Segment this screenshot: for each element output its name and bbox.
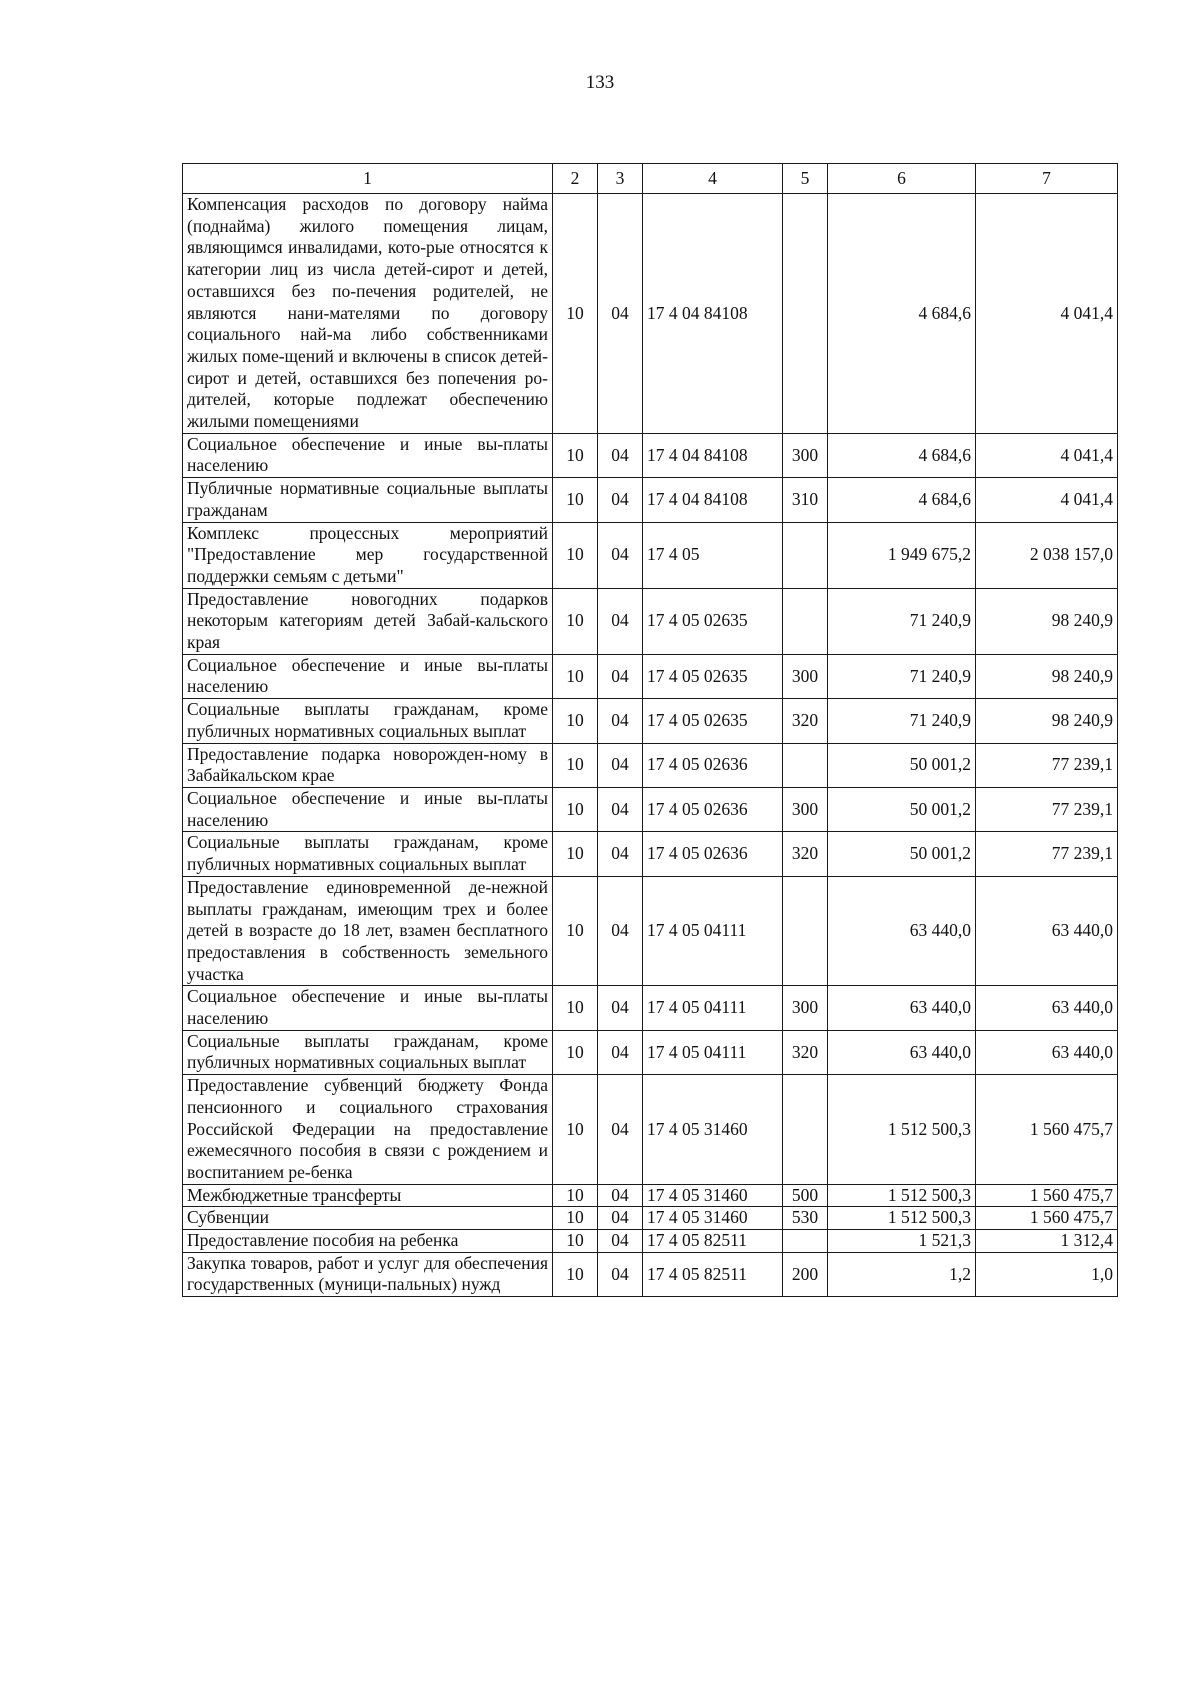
target-article-cell: 17 4 04 84108 (643, 478, 783, 522)
amount-year1-cell: 50 001,2 (828, 743, 976, 787)
amount-year1-cell: 4 684,6 (828, 433, 976, 477)
section-code-cell: 10 (553, 194, 598, 434)
header-cell-1: 1 (183, 164, 553, 194)
subsection-code-cell: 04 (598, 522, 643, 588)
section-code-cell: 10 (553, 433, 598, 477)
header-cell-5: 5 (783, 164, 828, 194)
subsection-code-cell: 04 (598, 1230, 643, 1253)
amount-year2-cell: 77 239,1 (976, 787, 1118, 831)
expense-type-cell: 300 (783, 433, 828, 477)
table-row (183, 194, 1118, 434)
target-article-cell: 17 4 05 04111 (643, 986, 783, 1030)
section-code-cell: 10 (553, 1184, 598, 1207)
amount-year2-cell: 1 560 475,7 (976, 1207, 1118, 1230)
expense-type-cell: 530 (783, 1207, 828, 1230)
amount-year1-cell: 63 440,0 (828, 876, 976, 986)
expense-type-cell (783, 588, 828, 654)
item-name-cell: Предоставление пособия на ребенка (183, 1230, 553, 1253)
item-name-cell: Закупка товаров, работ и услуг для обеспечения государственных (муници-пальных) нужд (183, 1252, 553, 1296)
header-cell-7: 7 (976, 164, 1118, 194)
target-article-cell: 17 4 05 02636 (643, 832, 783, 876)
section-code-cell: 10 (553, 986, 598, 1030)
amount-year2-cell: 63 440,0 (976, 986, 1118, 1030)
table-row (183, 876, 1118, 986)
target-article-cell: 17 4 05 02636 (643, 743, 783, 787)
table-row (183, 588, 1118, 654)
item-name-cell: Предоставление новогодних подарков некоторым категориям детей Забай-кальского края (183, 588, 553, 654)
expense-type-cell: 310 (783, 478, 828, 522)
expense-type-cell (783, 1230, 828, 1253)
amount-year2-cell: 98 240,9 (976, 588, 1118, 654)
subsection-code-cell: 04 (598, 832, 643, 876)
amount-year2-cell: 4 041,4 (976, 194, 1118, 434)
expense-type-cell: 500 (783, 1184, 828, 1207)
subsection-code-cell: 04 (598, 478, 643, 522)
item-name-cell: Предоставление подарка новорожден-ному в Забайкальском крае (183, 743, 553, 787)
table-row (183, 1230, 1118, 1253)
expense-type-cell (783, 743, 828, 787)
subsection-code-cell: 04 (598, 654, 643, 698)
item-name-cell: Предоставление единовременной де-нежной выплаты гражданам, имеющим трех и более детей в возрасте до 18 лет, взамен бесплатного предоставления в собственность земельного участка (183, 876, 553, 986)
section-code-cell: 10 (553, 654, 598, 698)
item-name-cell: Социальные выплаты гражданам, кроме публичных нормативных социальных выплат (183, 832, 553, 876)
amount-year1-cell: 1 512 500,3 (828, 1207, 976, 1230)
amount-year1-cell: 50 001,2 (828, 787, 976, 831)
section-code-cell: 10 (553, 876, 598, 986)
section-code-cell: 10 (553, 699, 598, 743)
amount-year2-cell: 1 560 475,7 (976, 1075, 1118, 1185)
target-article-cell: 17 4 05 31460 (643, 1207, 783, 1230)
section-code-cell: 10 (553, 478, 598, 522)
amount-year1-cell: 1,2 (828, 1252, 976, 1296)
table-row (183, 1030, 1118, 1074)
amount-year1-cell: 4 684,6 (828, 478, 976, 522)
target-article-cell: 17 4 04 84108 (643, 194, 783, 434)
target-article-cell: 17 4 05 02636 (643, 787, 783, 831)
amount-year2-cell: 1,0 (976, 1252, 1118, 1296)
amount-year2-cell: 98 240,9 (976, 699, 1118, 743)
expense-type-cell (783, 1075, 828, 1185)
table-row (183, 743, 1118, 787)
subsection-code-cell: 04 (598, 787, 643, 831)
amount-year2-cell: 1 312,4 (976, 1230, 1118, 1253)
expense-type-cell: 300 (783, 654, 828, 698)
item-name-cell: Социальное обеспечение и иные вы-платы населению (183, 433, 553, 477)
table-row (183, 787, 1118, 831)
amount-year2-cell: 77 239,1 (976, 743, 1118, 787)
subsection-code-cell: 04 (598, 876, 643, 986)
subsection-code-cell: 04 (598, 588, 643, 654)
header-cell-4: 4 (643, 164, 783, 194)
section-code-cell: 10 (553, 832, 598, 876)
subsection-code-cell: 04 (598, 1030, 643, 1074)
item-name-cell: Социальные выплаты гражданам, кроме публичных нормативных социальных выплат (183, 699, 553, 743)
amount-year2-cell: 63 440,0 (976, 876, 1118, 986)
section-code-cell: 10 (553, 1075, 598, 1185)
amount-year2-cell: 4 041,4 (976, 433, 1118, 477)
item-name-cell: Комплекс процессных мероприятий "Предоставление мер государственной поддержки семьям с детьми" (183, 522, 553, 588)
table-row (183, 478, 1118, 522)
table-row (183, 522, 1118, 588)
subsection-code-cell: 04 (598, 433, 643, 477)
table-row (183, 1184, 1118, 1207)
section-code-cell: 10 (553, 1230, 598, 1253)
target-article-cell: 17 4 05 31460 (643, 1184, 783, 1207)
amount-year2-cell: 98 240,9 (976, 654, 1118, 698)
section-code-cell: 10 (553, 1207, 598, 1230)
item-name-cell: Социальное обеспечение и иные вы-платы населению (183, 787, 553, 831)
item-name-cell: Предоставление субвенций бюджету Фонда пенсионного и социального страхования Российской Федерации на предоставление ежемесячного пособия в связи с рождением и воспитанием ре-бенка (183, 1075, 553, 1185)
amount-year2-cell: 4 041,4 (976, 478, 1118, 522)
amount-year1-cell: 1 512 500,3 (828, 1075, 976, 1185)
expense-type-cell (783, 522, 828, 588)
expense-type-cell (783, 194, 828, 434)
subsection-code-cell: 04 (598, 194, 643, 434)
section-code-cell: 10 (553, 1030, 598, 1074)
target-article-cell: 17 4 05 04111 (643, 1030, 783, 1074)
table-row (183, 1207, 1118, 1230)
target-article-cell: 17 4 05 82511 (643, 1230, 783, 1253)
table-row (183, 654, 1118, 698)
table-row (183, 1075, 1118, 1185)
header-cell-3: 3 (598, 164, 643, 194)
amount-year1-cell: 71 240,9 (828, 699, 976, 743)
subsection-code-cell: 04 (598, 986, 643, 1030)
item-name-cell: Компенсация расходов по договору найма (поднайма) жилого помещения лицам, являющимся инвалидами, кото-рые относятся к категории лиц из числа детей-сирот и детей, оставшихся без по-печения родителей, не являются нани-мателями по договору социального най-ма либо собственниками жилых поме-щений и включены в список детей-сирот и детей, оставшихся без попечения ро-дителей, которые подлежат обеспечению жилыми помещениями (183, 194, 553, 434)
section-code-cell: 10 (553, 522, 598, 588)
amount-year2-cell: 2 038 157,0 (976, 522, 1118, 588)
amount-year1-cell: 50 001,2 (828, 832, 976, 876)
amount-year2-cell: 77 239,1 (976, 832, 1118, 876)
table-row (183, 986, 1118, 1030)
expense-type-cell: 320 (783, 1030, 828, 1074)
item-name-cell: Межбюджетные трансферты (183, 1184, 553, 1207)
expense-type-cell: 200 (783, 1252, 828, 1296)
table-row (183, 433, 1118, 477)
header-cell-6: 6 (828, 164, 976, 194)
amount-year2-cell: 63 440,0 (976, 1030, 1118, 1074)
expense-type-cell (783, 876, 828, 986)
page-number: 133 (585, 72, 615, 93)
amount-year1-cell: 4 684,6 (828, 194, 976, 434)
table-row (183, 699, 1118, 743)
budget-table (182, 163, 1118, 1297)
expense-type-cell: 320 (783, 699, 828, 743)
section-code-cell: 10 (553, 743, 598, 787)
subsection-code-cell: 04 (598, 1075, 643, 1185)
target-article-cell: 17 4 05 (643, 522, 783, 588)
item-name-cell: Публичные нормативные социальные выплаты гражданам (183, 478, 553, 522)
subsection-code-cell: 04 (598, 699, 643, 743)
subsection-code-cell: 04 (598, 743, 643, 787)
target-article-cell: 17 4 05 02635 (643, 588, 783, 654)
header-cell-2: 2 (553, 164, 598, 194)
amount-year1-cell: 1 512 500,3 (828, 1184, 976, 1207)
target-article-cell: 17 4 05 02635 (643, 699, 783, 743)
expense-type-cell: 300 (783, 986, 828, 1030)
target-article-cell: 17 4 04 84108 (643, 433, 783, 477)
section-code-cell: 10 (553, 1252, 598, 1296)
target-article-cell: 17 4 05 31460 (643, 1075, 783, 1185)
amount-year1-cell: 71 240,9 (828, 654, 976, 698)
item-name-cell: Социальное обеспечение и иные вы-платы населению (183, 654, 553, 698)
amount-year1-cell: 1 949 675,2 (828, 522, 976, 588)
item-name-cell: Социальное обеспечение и иные вы-платы населению (183, 986, 553, 1030)
target-article-cell: 17 4 05 02635 (643, 654, 783, 698)
table-row (183, 1252, 1118, 1296)
expense-type-cell: 300 (783, 787, 828, 831)
amount-year1-cell: 71 240,9 (828, 588, 976, 654)
subsection-code-cell: 04 (598, 1207, 643, 1230)
table-header-row (183, 164, 1118, 194)
subsection-code-cell: 04 (598, 1184, 643, 1207)
item-name-cell: Социальные выплаты гражданам, кроме публичных нормативных социальных выплат (183, 1030, 553, 1074)
section-code-cell: 10 (553, 787, 598, 831)
expense-type-cell: 320 (783, 832, 828, 876)
section-code-cell: 10 (553, 588, 598, 654)
amount-year1-cell: 1 521,3 (828, 1230, 976, 1253)
item-name-cell: Субвенции (183, 1207, 553, 1230)
amount-year1-cell: 63 440,0 (828, 986, 976, 1030)
subsection-code-cell: 04 (598, 1252, 643, 1296)
amount-year1-cell: 63 440,0 (828, 1030, 976, 1074)
amount-year2-cell: 1 560 475,7 (976, 1184, 1118, 1207)
target-article-cell: 17 4 05 04111 (643, 876, 783, 986)
target-article-cell: 17 4 05 82511 (643, 1252, 783, 1296)
table-row (183, 832, 1118, 876)
